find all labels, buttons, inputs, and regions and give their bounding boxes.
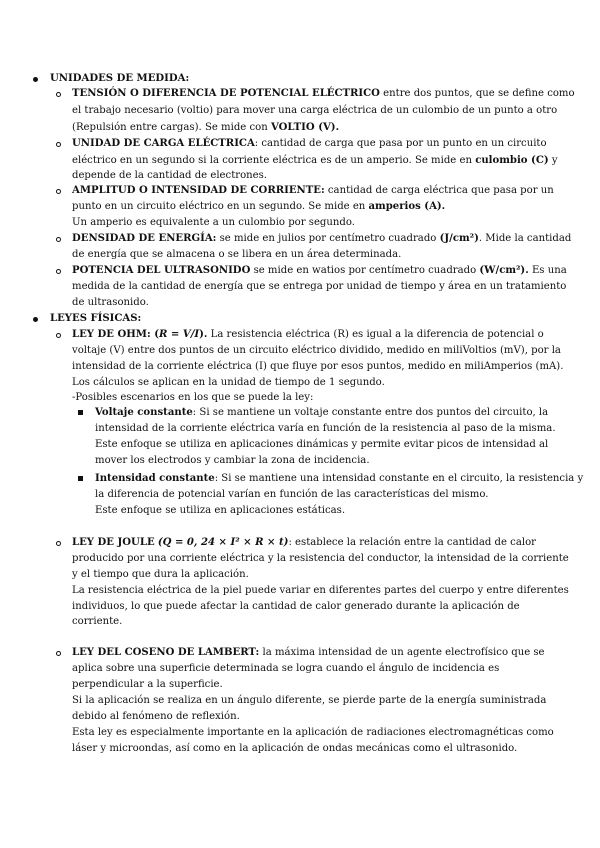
item-potencia-line-3: de ultrasonido.: [72, 297, 149, 308]
item-amplitud-line-1: AMPLITUD O INTENSIDAD DE CORRIENTE: cantidad de carga eléctrica que pasa por un: [72, 185, 554, 196]
lambert-line-5: debido al fenómeno de reflexión.: [72, 711, 240, 722]
section-title-laws: LEYES FÍSICAS:: [50, 313, 142, 324]
item-carga-line-1: UNIDAD DE CARGA ELÉCTRICA: cantidad de carga que pasa por un punto en un circuito: [72, 138, 547, 149]
bullet-dot: [33, 317, 38, 322]
item-tension-line-2: el trabajo necesario (voltio) para mover una carga eléctrica de un culombio de un punto a otro: [72, 105, 558, 116]
ohm-sub1-line-3: Este enfoque se utiliza en aplicaciones dinámicas y permite evitar picos de intensidad al: [95, 439, 549, 450]
lambert-line-4: Si la aplicación se realiza en un ángulo diferente, se pierde parte de la energía suministrada: [72, 695, 547, 706]
lambert-line-2: aplica sobre una superficie determinada se logra cuando el ángulo de incidencia es: [72, 663, 500, 674]
bullet-square: [78, 476, 83, 481]
bullet-circle: [56, 92, 61, 97]
lambert-line-1: LEY DEL COSENO DE LAMBERT: la máxima intensidad de un agente electrofísico que se: [72, 647, 545, 658]
joule-line-6: corriente.: [72, 616, 123, 627]
bullet-circle: [56, 651, 61, 656]
joule-line-1: LEY DE JOULE (Q = 0, 24 × I² × R × t): establece la relación entre la cantidad de calor: [72, 537, 536, 548]
bullet-dot: [33, 77, 38, 82]
ohm-line-1: LEY DE OHM: (R = V/I). La resistencia eléctrica (R) es igual a la diferencia de potencial o: [72, 329, 544, 340]
joule-line-4: La resistencia eléctrica de la piel puede variar en diferentes partes del cuerpo y entre diferentes: [72, 585, 569, 596]
lambert-line-3: perpendicular a la superficie.: [72, 679, 223, 690]
ohm-sub1-line-1: Voltaje constante: Si se mantiene un voltaje constante entre dos puntos del circuito, la: [95, 407, 549, 418]
item-carga-line-2: eléctrico en un segundo si la corriente eléctrica es de un amperio. Se mide en culombio (C) y: [72, 155, 558, 166]
item-densidad-line-1: DENSIDAD DE ENERGÍA: se mide en julios por centímetro cuadrado (J/cm²). Mide la cantidad: [72, 233, 572, 244]
ohm-sub2-line-3: Este enfoque se utiliza en aplicaciones estáticas.: [95, 505, 346, 516]
item-potencia-line-2: medida de la cantidad de energía que se entrega por unidad de tiempo y área en un tratamiento: [72, 281, 567, 292]
bullet-square: [78, 410, 83, 415]
lambert-line-7: láser y microondas, así como en la aplicación de ondas mecánicas como el ultrasonido.: [72, 743, 518, 754]
ohm-line-4: Los cálculos se aplican en la unidad de tiempo de 1 segundo.: [72, 377, 385, 388]
joule-line-2: producido por una corriente eléctrica y la resistencia del conductor, la intensidad de la corriente: [72, 553, 569, 564]
bullet-circle: [56, 142, 61, 147]
bullet-circle: [56, 237, 61, 242]
item-tension-line-1: TENSIÓN O DIFERENCIA DE POTENCIAL ELÉCTRICO entre dos puntos, que se define como: [72, 88, 575, 99]
joule-line-3: y el tiempo que dura la aplicación.: [72, 569, 249, 580]
ohm-sub2-line-1: Intensidad constante: Si se mantiene una intensidad constante en el circuito, la resistencia y: [95, 473, 584, 484]
bullet-circle: [56, 189, 61, 194]
ohm-sub2-line-2: la diferencia de potencial varían en función de las características del mismo.: [95, 489, 489, 500]
bullet-circle: [56, 333, 61, 338]
ohm-line-2: voltaje (V) entre dos puntos de un circuito eléctrico dividido, medido en miliVoltios (mV), por la: [72, 345, 561, 356]
joule-line-5: individuos, lo que puede afectar la cantidad de calor generado durante la aplicación de: [72, 601, 520, 612]
bullet-circle: [56, 541, 61, 546]
item-tension-line-3: (Repulsión entre cargas). Se mide con VOLTIO (V).: [72, 122, 340, 133]
ohm-line-5: -Posibles escenarios en los que se puede la ley:: [72, 392, 314, 403]
item-carga-line-3: depende de la cantidad de electrones.: [72, 170, 268, 181]
item-densidad-line-2: de energía que se almacena o se libera en un área determinada.: [72, 249, 402, 260]
section-title-units: UNIDADES DE MEDIDA:: [50, 73, 190, 84]
item-amplitud-line-3: Un amperio es equivalente a un culombio por segundo.: [72, 217, 355, 228]
lambert-line-6: Esta ley es especialmente importante en la aplicación de radiaciones electromagnéticas como: [72, 727, 554, 738]
ohm-line-3: intensidad de la corriente eléctrica (I) que fluye por esos puntos, medido en miliAmperios (mA).: [72, 361, 564, 372]
ohm-sub1-line-2: intensidad de la corriente eléctrica varía en función de la resistencia al paso de la misma.: [95, 423, 556, 434]
bullet-circle: [56, 269, 61, 274]
item-amplitud-line-2: punto en un circuito eléctrico en un segundo. Se mide en amperios (A).: [72, 201, 446, 212]
ohm-sub1-line-4: mover los electrodos y cambiar la zona de incidencia.: [95, 455, 370, 466]
item-potencia-line-1: POTENCIA DEL ULTRASONIDO se mide en watios por centímetro cuadrado (W/cm²). Es una: [72, 265, 567, 276]
